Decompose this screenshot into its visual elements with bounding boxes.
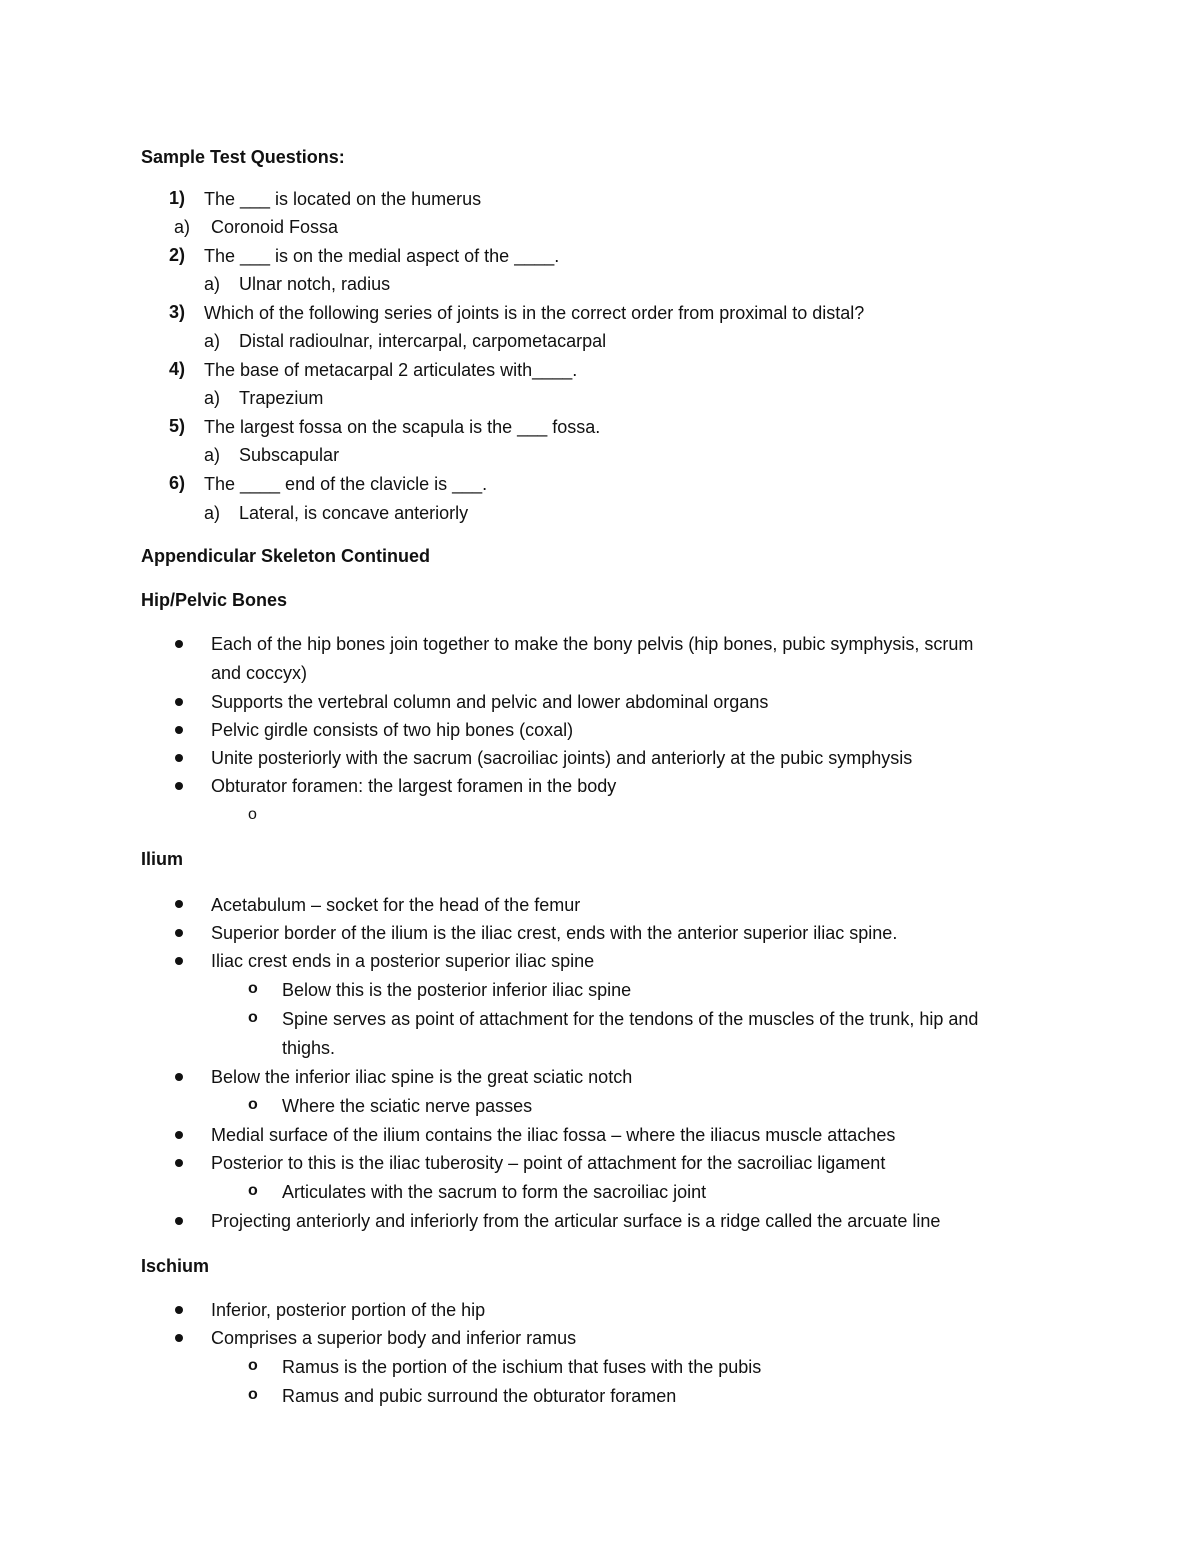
sub-bullet-marker: o	[248, 1182, 258, 1199]
question-number: 6)	[169, 473, 186, 493]
sub-list-item-continued: thighs.	[282, 1038, 336, 1058]
list-item: Inferior, posterior portion of the hip	[211, 1300, 486, 1320]
heading-ilium: Ilium	[141, 849, 184, 869]
sub-bullet-marker: o	[248, 980, 258, 997]
question-text: The ____ end of the clavicle is ___.	[204, 474, 488, 494]
heading-appendicular: Appendicular Skeleton Continued	[141, 546, 431, 566]
list-item: Superior border of the ilium is the iliac crest, ends with the anterior superior iliac spine.	[211, 923, 898, 943]
list-item: Pelvic girdle consists of two hip bones (coxal)	[211, 720, 574, 740]
bullet-icon	[175, 726, 183, 734]
answer-label: a)	[204, 331, 221, 351]
question-text: The base of metacarpal 2 articulates with____.	[204, 360, 578, 380]
list-item: Projecting anteriorly and inferiorly from the articular surface is a ridge called the arcuate line	[211, 1211, 941, 1231]
answer-label: a)	[204, 445, 221, 465]
bullet-icon	[175, 1131, 183, 1139]
question-text: The ___ is on the medial aspect of the ____.	[204, 246, 560, 266]
answer-label: a)	[204, 503, 221, 523]
sub-list-item: Articulates with the sacrum to form the sacroiliac joint	[282, 1182, 707, 1202]
question-text: The ___ is located on the humerus	[204, 189, 482, 209]
question-number: 4)	[169, 359, 186, 379]
answer-label: a)	[204, 388, 221, 408]
answer-text: Trapezium	[239, 388, 324, 408]
bullet-icon	[175, 640, 183, 648]
sub-bullet-marker: o	[248, 1009, 258, 1026]
answer-label: a)	[204, 274, 221, 294]
sub-bullet-marker: o	[248, 1386, 258, 1403]
bullet-icon	[175, 1334, 183, 1342]
bullet-icon	[175, 957, 183, 965]
bullet-icon	[175, 1217, 183, 1225]
heading-hip-pelvic: Hip/Pelvic Bones	[141, 590, 288, 610]
list-item: Iliac crest ends in a posterior superior iliac spine	[211, 951, 595, 971]
bullet-icon	[175, 929, 183, 937]
list-item: Unite posteriorly with the sacrum (sacroiliac joints) and anteriorly at the pubic symphysis	[211, 748, 913, 768]
answer-text: Ulnar notch, radius	[239, 274, 391, 294]
bullet-icon	[175, 1306, 183, 1314]
question-number: 5)	[169, 416, 186, 436]
sub-list-item: Below this is the posterior inferior iliac spine	[282, 980, 632, 1000]
question-text: Which of the following series of joints is in the correct order from proximal to distal?	[204, 303, 865, 323]
sub-list-item: Where the sciatic nerve passes	[282, 1096, 533, 1116]
heading-sample-questions: Sample Test Questions:	[141, 147, 345, 167]
answer-label: a)	[174, 217, 191, 237]
bullet-icon	[175, 782, 183, 790]
sub-bullet-marker: o	[248, 1357, 258, 1374]
sub-list-item: Ramus and pubic surround the obturator foramen	[282, 1386, 677, 1406]
answer-text: Coronoid Fossa	[211, 217, 339, 237]
bullet-icon	[175, 1159, 183, 1167]
question-number: 3)	[169, 302, 186, 322]
bullet-icon	[175, 754, 183, 762]
bullet-icon	[175, 1073, 183, 1081]
sub-bullet-marker: o	[248, 1096, 258, 1113]
answer-text: Subscapular	[239, 445, 340, 465]
question-number: 1)	[169, 188, 186, 208]
bullet-icon	[175, 698, 183, 706]
answer-text: Lateral, is concave anteriorly	[239, 503, 469, 523]
bullet-icon	[175, 900, 183, 908]
question-text: The largest fossa on the scapula is the ___ fossa.	[204, 417, 601, 437]
list-item: Supports the vertebral column and pelvic and lower abdominal organs	[211, 692, 769, 712]
answer-text: Distal radioulnar, intercarpal, carpometacarpal	[239, 331, 607, 351]
sub-bullet-marker: o	[248, 806, 257, 823]
sub-list-item: Ramus is the portion of the ischium that fuses with the pubis	[282, 1357, 762, 1377]
list-item: Obturator foramen: the largest foramen in the body	[211, 776, 617, 796]
list-item-continued: and coccyx)	[211, 663, 308, 683]
list-item: Acetabulum – socket for the head of the femur	[211, 895, 581, 915]
list-item: Each of the hip bones join together to make the bony pelvis (hip bones, pubic symphysis, scrum	[211, 634, 974, 654]
sub-list-item: Spine serves as point of attachment for the tendons of the muscles of the trunk, hip and	[282, 1009, 979, 1029]
list-item: Posterior to this is the iliac tuberosity – point of attachment for the sacroiliac ligament	[211, 1153, 886, 1173]
list-item: Comprises a superior body and inferior ramus	[211, 1328, 577, 1348]
question-number: 2)	[169, 245, 186, 265]
list-item: Medial surface of the ilium contains the iliac fossa – where the iliacus muscle attaches	[211, 1125, 896, 1145]
heading-ischium: Ischium	[141, 1256, 210, 1276]
list-item: Below the inferior iliac spine is the great sciatic notch	[211, 1067, 633, 1087]
